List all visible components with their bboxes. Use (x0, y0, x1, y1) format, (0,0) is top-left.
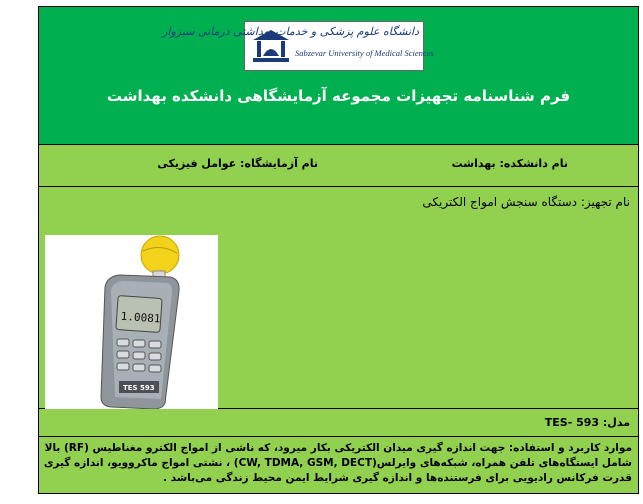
form-title: فرم شناسنامه تجهیزات مجموعه آزمایشگاهی دانشکده بهداشت (106, 87, 571, 105)
meter-illustration (45, 235, 218, 409)
usage-line-2: شامل ایستگاه‌های تلفن همراه، شبکه‌های وایرلس(CW, TDMA, GSM, DECT) ، نشتی امواج ماکروویو، اندازه گیری (43, 457, 632, 469)
logo-persian-text: دانشگاه علوم پزشکی و خدمات بهداشتی درمانی سبزوار (162, 25, 419, 38)
usage-line-1: موارد کاربرد و استفاده: جهت اندازه گیری میدان الکتریکی بکار میرود، که ناشی از امواج الکترو مغناطیس (RF) بالا (44, 442, 632, 454)
model-row (39, 409, 638, 437)
usage-line-3: قدرت فرکانس رادیویی برای فرستنده‌ها و اندازه گیری شرایط ایمن محیط زندگی می‌باشد . (163, 472, 632, 484)
equipment-section (39, 187, 638, 409)
form-header (39, 7, 638, 145)
equipment-form (38, 6, 639, 494)
meter-display-reading: 1.0081 (120, 309, 161, 326)
info-row (39, 145, 638, 187)
usage-section (39, 437, 638, 495)
model-label: مدل: (602, 416, 630, 429)
meter-brand-label: TES 593 (123, 384, 155, 392)
university-logo (162, 21, 434, 71)
lab-name: نام آزمایشگاه: عوامل فیزیکی (157, 157, 318, 170)
logo-english-text: Sabzevar University of Medical Sciences (295, 48, 434, 58)
model-text (545, 416, 630, 429)
model-value: TES- 593 (544, 416, 600, 429)
equipment-name: نام تجهیز: دستگاه سنجش امواج الکتریکی (422, 195, 630, 209)
equipment-photo (45, 235, 218, 409)
faculty-name: نام دانشکده: بهداشت (451, 157, 568, 170)
usage-text (43, 441, 632, 486)
